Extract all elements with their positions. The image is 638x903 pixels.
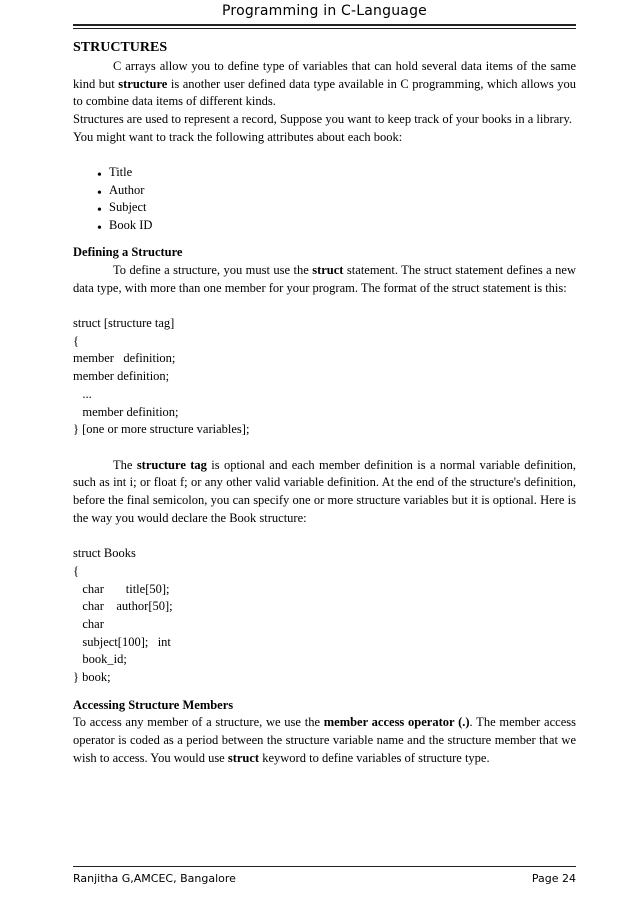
code-block-struct-format xyxy=(73,315,576,439)
text-run: To define a structure, you must use the xyxy=(113,262,313,277)
spacer xyxy=(73,439,576,457)
code-line: member definition; xyxy=(73,369,170,384)
code-line: char xyxy=(73,616,104,631)
text-run: is optional and each member definition is a normal variable definition, such as int i; or float f; or any other valid variable definition. At the end of the structure's definition, before the final semicolon, you can specify one or more structure variables but it is optional. Here is the way you would declare the Book structure: xyxy=(73,457,577,525)
defining-paragraph xyxy=(73,262,576,297)
code-line: } [one or more structure variables]; xyxy=(73,422,250,437)
section-heading-structures: STRUCTURES xyxy=(73,40,168,55)
bullet-item xyxy=(97,182,576,201)
code-line: char title[50]; xyxy=(73,581,170,596)
bullet-item xyxy=(97,164,576,184)
accessing-paragraph xyxy=(73,714,576,767)
text-run: . The member access operator is coded as a period between the structure variable name and the structure member that we wish to access. You would use xyxy=(73,715,576,765)
page-header-title: Programming in C-Language xyxy=(222,3,427,19)
document-body xyxy=(73,38,576,768)
text-run: To access any member of a structure, we use the xyxy=(73,715,324,730)
bullet-text: Book ID xyxy=(109,217,153,232)
keyword-structure-tag: structure tag xyxy=(136,457,207,472)
structure-tag-paragraph xyxy=(73,457,576,528)
keyword-struct: struct xyxy=(312,262,344,277)
section-heading-defining: Defining a Structure xyxy=(73,245,183,260)
structures-record-paragraph: Structures are used to represent a record, Suppose you want to keep track of your books in a library. You might want to track the following attributes about each book: xyxy=(73,112,573,144)
code-line: member definition; xyxy=(73,351,176,366)
bullet-icon: • xyxy=(97,185,102,201)
spacer xyxy=(73,147,576,165)
code-line: subject[100]; int xyxy=(73,634,171,649)
text-run: statement. The struct statement defines a new data type, with more than one member for your program. The format of the struct statement is this: xyxy=(73,262,576,295)
spacer xyxy=(73,527,576,545)
bullet-icon: • xyxy=(97,168,102,184)
code-line: { xyxy=(73,563,79,578)
attribute-bullet-list xyxy=(73,164,576,234)
spacer xyxy=(73,687,576,697)
text-run: C arrays allow you to define type of variables that can hold several data items of the same kind but xyxy=(73,59,576,91)
header-rule-thin xyxy=(73,28,576,29)
code-line: ... xyxy=(73,386,92,401)
code-block-books xyxy=(73,545,576,687)
keyword-struct: struct xyxy=(227,750,260,765)
structures-intro-paragraph xyxy=(73,58,576,111)
bullet-text: Title xyxy=(109,165,133,180)
spacer xyxy=(73,297,576,315)
bullet-item xyxy=(97,217,576,236)
text-run: is another user defined data type available in C programming, which allows you to combine data items of different kinds. xyxy=(73,76,576,109)
code-line: struct [structure tag] xyxy=(73,316,175,330)
bullet-icon: • xyxy=(97,220,102,236)
text-run: The xyxy=(113,457,137,472)
bullet-item xyxy=(97,199,576,219)
text-run: keyword to define variables of structure type. xyxy=(259,750,490,765)
code-line: member definition; xyxy=(73,404,179,419)
code-line: char author[50]; xyxy=(73,599,173,614)
keyword-member-access-operator: member access operator (.) xyxy=(323,715,470,730)
bullet-text: Author xyxy=(109,182,145,197)
bullet-icon: • xyxy=(97,203,102,219)
keyword-structure: structure xyxy=(118,76,168,91)
footer-rule xyxy=(73,866,576,867)
spacer xyxy=(73,234,576,244)
code-line: { xyxy=(73,333,79,348)
bullet-text: Subject xyxy=(109,200,147,215)
code-line: } book; xyxy=(73,670,111,685)
footer-page-number: Page 24 xyxy=(531,872,576,885)
section-heading-accessing: Accessing Structure Members xyxy=(73,697,234,712)
header-rule xyxy=(73,24,576,26)
footer-author: Ranjitha G,AMCEC, Bangalore xyxy=(73,872,236,885)
code-line: struct Books xyxy=(73,546,136,561)
code-line: book_id; xyxy=(73,652,127,667)
